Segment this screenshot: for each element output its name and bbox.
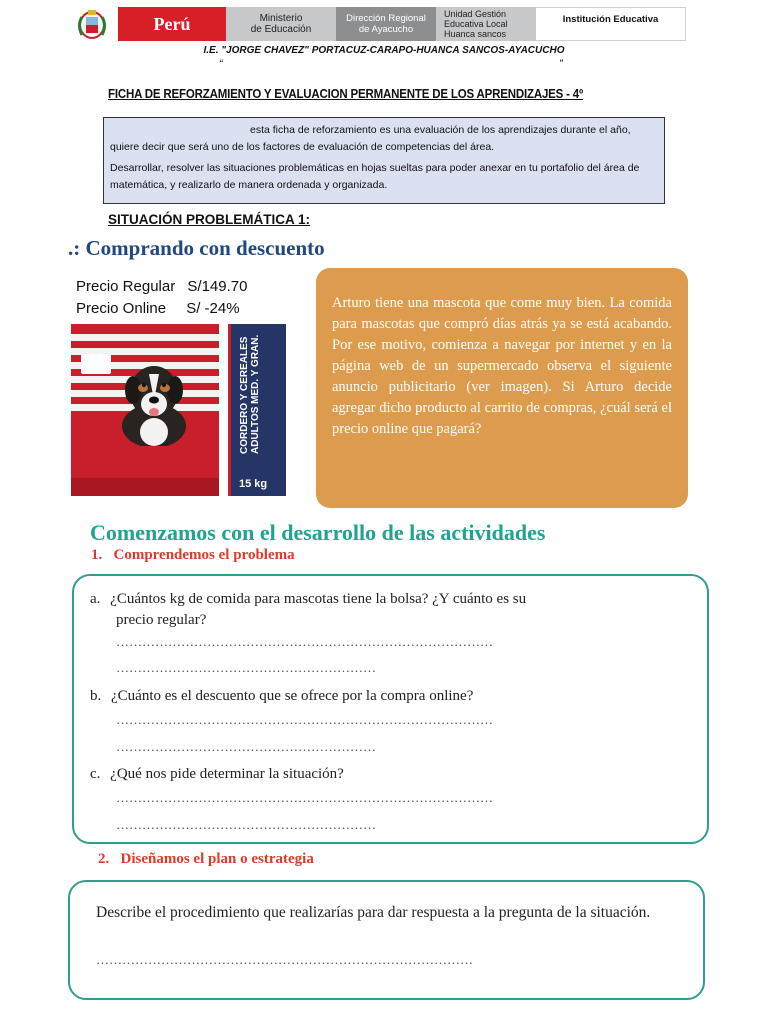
plan-answer-line[interactable]: …………………………………………………………………………… (96, 952, 473, 967)
answer-line-b1[interactable]: …………………………………………………………………………… (116, 712, 493, 727)
situation-subtitle: .: Comprando con descuento (68, 236, 325, 260)
school-line: I.E. "JORGE CHAVEZ" PORTACUZ-CARAPO-HUANCA SANCOS-AYACUCHO (203, 45, 565, 56)
dog-food-bag (71, 324, 219, 484)
answer-line-a2[interactable]: …………………………………………………… (116, 660, 376, 675)
question-b-text: ¿Cuánto es el descuento que se ofrece por la compra online? (111, 688, 474, 704)
bag-weight: 15 kg (239, 478, 268, 490)
page-title: FICHA DE REFORZAMIENTO Y EVALUACION PERMANENTE DE LOS APRENDIZAJES - 4º (108, 87, 584, 101)
question-a-text-2: precio regular? (116, 612, 207, 628)
peru-crest-icon (66, 6, 118, 42)
question-c (90, 766, 344, 783)
answer-line-c1[interactable]: …………………………………………………………………………… (116, 790, 493, 805)
header-banner (66, 6, 700, 42)
regular-price-row (76, 278, 247, 295)
ugel-label: Unidad Gestión Educativa Local Huanca sancos (436, 7, 536, 41)
close-quote: ” (559, 58, 563, 70)
answer-line-c2[interactable]: …………………………………………………… (116, 817, 376, 832)
question-b (90, 688, 473, 705)
bag-label-sticker (81, 354, 111, 374)
online-price-value: S/ -24% (186, 300, 240, 317)
story-text: Arturo tiene una mascota que come muy bien. La comida para mascotas que compró días atrás ya se está acabando. Por ese motivo, comienza a navegar por internet y en la página web de un supermercado observa el siguiente anuncio publicitario (ver imagen). Si Arturo decide agregar dicho producto al carrito de compras, ¿cuál será el precio online que pagará? (332, 295, 672, 437)
plan-prompt: Describe el procedimiento que realizarías para dar respuesta a la pregunta de la situación. (96, 904, 651, 921)
institution-label: Institución Educativa (536, 7, 686, 41)
step-1-heading: 1. Comprendemos el problema (91, 547, 295, 563)
country-label: Perú (118, 7, 226, 41)
ministry-label: Ministerio de Educación (226, 7, 336, 41)
info-box (103, 117, 665, 204)
info-paragraph-2: Desarrollar, resolver las situaciones problemáticas en hojas sueltas para poder anexar en tu portafolio del área de matemática, y realizarlo de manera ordenada y organizada. (110, 162, 640, 191)
online-price-label: Precio Online (76, 300, 167, 317)
dog-icon (119, 354, 189, 446)
question-b-label: b. (90, 688, 102, 704)
product-advert (68, 268, 292, 506)
bag-base (71, 478, 219, 496)
bag-side-text: CORDERO Y CEREALES ADULTOS MED. Y GRAN. (239, 334, 261, 454)
step-2-heading: 2. Diseñamos el plan o estrategia (98, 851, 314, 867)
question-a-label: a. (90, 591, 101, 607)
regular-price-label: Precio Regular (76, 278, 176, 295)
regular-price-value: S/149.70 (187, 278, 248, 295)
situation-heading: SITUACIÓN PROBLEMÁTICA 1: (108, 212, 310, 227)
question-a (90, 591, 526, 608)
answer-line-a1[interactable]: …………………………………………………………………………… (116, 634, 493, 649)
regional-direction-label: Dirección Regional de Ayacucho (336, 7, 436, 41)
online-price-row (76, 300, 240, 317)
bag-side-panel (228, 324, 286, 496)
answer-line-b2[interactable]: …………………………………………………… (116, 739, 376, 754)
plan-box (68, 880, 705, 1000)
question-c-text: ¿Qué nos pide determinar la situación? (110, 766, 344, 782)
story-card (316, 268, 688, 508)
question-c-label: c. (90, 766, 101, 782)
open-quote: “ (219, 58, 223, 70)
activities-heading: Comenzamos con el desarrollo de las actividades (90, 520, 546, 545)
question-a-text: ¿Cuántos kg de comida para mascotas tiene la bolsa? ¿Y cuánto es su (110, 591, 527, 607)
info-paragraph-1: esta ficha de reforzamiento es una evaluación de los aprendizajes durante el año, quiere decir que será uno de los factores de evaluación de competencias del área. (110, 124, 631, 153)
